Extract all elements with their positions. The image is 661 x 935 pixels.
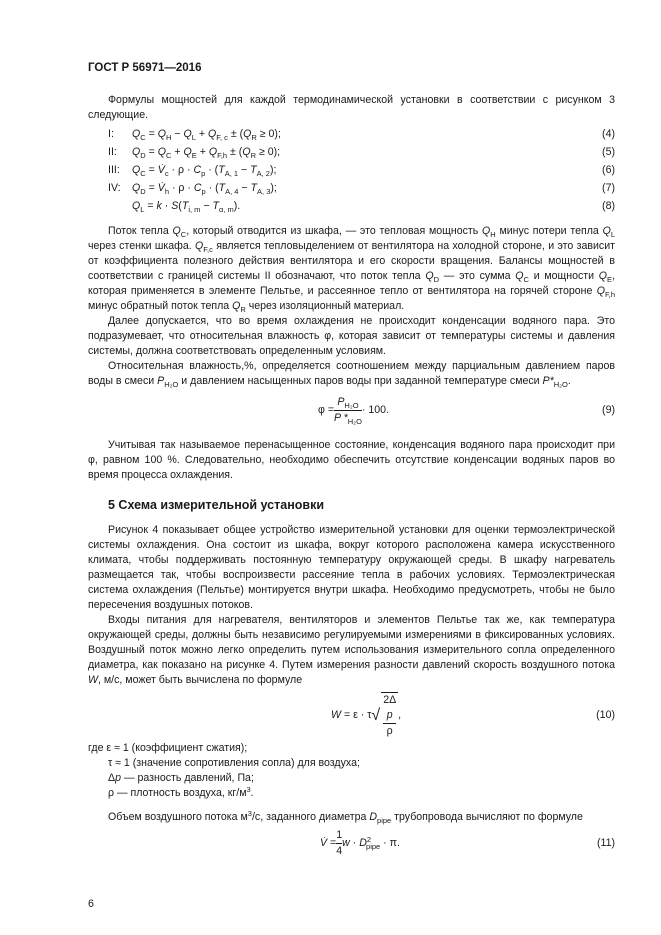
equation-body [132, 181, 277, 196]
math-symbol: $Q_C$ [132, 164, 146, 178]
math-symbol: $V̇_c$ [157, 164, 169, 178]
math-symbol: $Q_L$ [183, 128, 196, 142]
eq11-denominator: 4 [336, 845, 343, 857]
equation-11 [88, 828, 615, 859]
text-run: ± ( [227, 128, 244, 140]
text-run: Рисунок 4 показывает общее устройство измерительной установки для оценки термоэлектрической системы охлаждения. Она состоит из шкафа, вокруг которого расположена камера искусственного климата, чтобы поддерживать постоянную температуру окружающей среды. В шкафу нагреватель размещается так, чтобы воспроизвести рассеяние тепла в рабочих условиях. Термоэлектрическая система охлаждения (Пельтье) монтируется внутри шкафа. Необходимо предусмотреть, чтобы не было пересечения воздушных потоков. [88, 524, 615, 611]
equation-number: (8) [602, 200, 615, 212]
text-run: , м/с, может быть вычислена по формуле [98, 674, 303, 686]
text-run: − [200, 200, 213, 212]
math-symbol: $Q_H$ [482, 225, 496, 239]
math-symbol: $Q_D$ [425, 270, 439, 284]
page-number: 6 [88, 898, 94, 910]
text-run: ); [270, 182, 277, 194]
text-run: /с, заданного диаметра [251, 811, 370, 823]
where-item [88, 741, 615, 756]
math-symbol: $T_{A, 4}$ [218, 182, 239, 196]
text-run: и мощности [528, 270, 599, 282]
math-symbol: $Q_R$ [243, 128, 257, 142]
math-symbol: $Q_E$ [598, 270, 613, 284]
equation-body [132, 127, 281, 142]
text-run: — разность давлений, Па; [120, 772, 254, 784]
text-run: Учитывая так называемое перенасыщенное состояние, конденсация водяного пара происходит при φ, равном 100 %. Следовательно, необходимо обеспечить отсутствие конденсации водяных паров во время процесса охлаждения. [88, 439, 615, 481]
text-run: Далее допускается, что во время охлаждения не происходит конденсации водяного пара. Это подразумевает, что относительная влажность φ, которая зависит от температуры системы и давления системы, должна соответствовать определенным условиям. [88, 315, 615, 357]
text-run: + [171, 146, 184, 158]
where-item [88, 756, 615, 771]
math-symbol: $Q_E$ [183, 146, 197, 160]
math-symbol: 3 [246, 785, 251, 794]
text-run: + [196, 146, 209, 158]
math-symbol: $C_p$ [193, 164, 206, 178]
text-run: = ε · τ [341, 709, 372, 721]
eq9-fraction [334, 395, 362, 426]
text-run: = [144, 200, 157, 212]
eq10-lhs [331, 708, 371, 723]
text-run: . [567, 375, 571, 387]
math-symbol: W [331, 709, 341, 721]
text-run: ρ — плотность воздуха, кг/м [108, 787, 247, 799]
eq10-numerator [383, 693, 396, 723]
math-symbol: $Q_C$ [157, 146, 172, 160]
where-item [88, 771, 615, 786]
text-run: − [238, 182, 251, 194]
humidity-paragraph [88, 359, 615, 389]
equation-label: III: [108, 164, 120, 176]
text-run: · π. [380, 837, 400, 849]
text-run: + [195, 128, 208, 140]
text-run: − [171, 128, 184, 140]
text-run: · ρ · [169, 182, 194, 194]
eq9-denominator [334, 410, 362, 426]
math-symbol: S [171, 200, 179, 212]
equation-label: IV: [108, 182, 121, 194]
text-run: ≥ 0); [256, 146, 281, 158]
math-symbol: $Q_L$ [602, 225, 615, 239]
equation-8 [88, 198, 615, 216]
intro-paragraph [88, 93, 615, 123]
text-run: · [349, 837, 360, 849]
text-run: τ ≈ 1 (значение сопротивления сопла) для воздуха; [108, 757, 360, 769]
equation-body [132, 145, 280, 160]
eq11-tail [342, 836, 400, 851]
math-symbol: $Q_H$ [157, 128, 172, 142]
text-run: является тепловыделением от вентилятора на холодной стороне, и это зависит от коэффициента полезного действия вентилятора и его скорости вращения. Балансы мощностей в соответствии с границей системы II обозначают, что поток тепла [88, 240, 615, 282]
math-symbol: $Q_R$ [242, 146, 257, 160]
eq10-denominator: ρ [383, 723, 396, 739]
power-inputs-paragraph [88, 613, 615, 688]
eq11-lhs [320, 836, 336, 851]
equation-label: I: [108, 128, 114, 140]
text-run: через изоляционный материал. [245, 300, 405, 312]
text-run: ( [178, 200, 182, 212]
equation-4 [88, 126, 615, 144]
text-run: через стенки шкафа. [88, 240, 196, 252]
condensation-paragraph [88, 314, 615, 359]
math-symbol: $Q_D$ [132, 182, 146, 196]
text-run: Относительная влажность,%, определяется соотношением между парциальным давлением паров воды в смеси [88, 360, 615, 387]
math-symbol: $Q_{F,c}$ [195, 240, 213, 254]
math-symbol: $C_p$ [193, 182, 206, 196]
math-symbol: $P_{H_2O}$ [337, 396, 359, 410]
math-symbol: $T_{\alpha, m}$ [212, 200, 234, 214]
text-run: . [250, 787, 254, 799]
power-equations [88, 126, 615, 216]
equation-number: (5) [602, 146, 615, 158]
math-symbol: P $*_{H_2O}$ [334, 412, 362, 426]
text-run: Формулы мощностей для каждой термодинамической установки в соответствии с рисунком 3 следующие. [88, 94, 615, 121]
text-run: , который отводится из шкафа, — это тепловая мощность [186, 225, 483, 237]
figure4-paragraph [88, 523, 615, 613]
where-item [88, 786, 615, 801]
text-run: · ( [205, 164, 219, 176]
text-run: · ( [205, 182, 219, 194]
math-symbol: p [386, 709, 393, 721]
text-run: — это сумма [439, 270, 516, 282]
text-run: ± ( [227, 146, 243, 158]
text-run: = [145, 182, 158, 194]
section-heading: 5 Схема измерительной установки [108, 498, 325, 512]
supersaturation-paragraph [88, 438, 615, 483]
text-run: трубопровода вычисляют по формуле [391, 811, 583, 823]
math-symbol: $Q_{F,h}$ [208, 146, 228, 160]
text-run: Входы питания для нагревателя, вентиляторов и элементов Пельтье так же, как температура окружающей среды, должны быть независимо регулируемыми измерениями в фиксированных условиях. Воздушный поток можно легко определить путем использования измерительного сопла определенного диаметра, как показано на рисунке 4. Путем измерения разности давлений скорость воздушного потока [88, 614, 615, 671]
equation-number: (6) [602, 164, 615, 176]
eq9-tail: · 100. [361, 404, 390, 416]
equation-label: II: [108, 146, 117, 158]
math-symbol: $Q_C$ [515, 270, 529, 284]
text-run: ). [233, 200, 241, 212]
math-symbol: $P*_{H_2O}$ [542, 375, 568, 389]
equation-body [132, 163, 276, 178]
equation-number: (7) [602, 182, 615, 194]
math-symbol: $Q_{F, c}$ [208, 128, 228, 142]
math-symbol: $P_{H_2O}$ [157, 375, 179, 389]
eq10-radicand [381, 692, 398, 739]
equation-number: (4) [602, 128, 615, 140]
equation-5 [88, 144, 615, 162]
math-symbol: $T_{A, 3}$ [250, 182, 271, 196]
text-run: − [238, 164, 251, 176]
text-run: минус потери тепла [495, 225, 603, 237]
text-run: · ρ · [168, 164, 194, 176]
equation-body [132, 199, 240, 214]
text-run: минус обратный поток тепла [88, 300, 233, 312]
heat-flow-paragraph [88, 224, 615, 314]
math-symbol: k [156, 200, 162, 212]
equation-9 [88, 395, 615, 426]
math-symbol: W [88, 674, 98, 686]
text-run: ); [269, 164, 277, 176]
equation-number: (10) [596, 708, 615, 721]
text-run: Δ [108, 772, 116, 784]
text-run: = [145, 146, 158, 158]
text-run: = [327, 837, 337, 849]
equation-10 [88, 692, 615, 739]
math-symbol: $Q_{F,h}$ [596, 285, 615, 299]
document-header: ГОСТ Р 56971—2016 [88, 62, 202, 74]
text-run: , которая применяется в элементе Пельтье, и рассеянное тепло от вентилятора на горячей стороне [88, 270, 616, 297]
text-run: ≥ 0); [256, 128, 281, 140]
text-run: = [145, 164, 158, 176]
math-symbol: $Q_D$ [132, 146, 146, 160]
equation-6 [88, 162, 615, 180]
math-symbol: $Q_C$ [172, 225, 187, 239]
eq11-numerator: 1 [336, 829, 343, 841]
text-run: · [161, 200, 172, 212]
text-run: = [145, 128, 158, 140]
math-symbol: $T_{A, 2}$ [250, 164, 270, 178]
eq10-tail: , [398, 709, 402, 721]
math-symbol: $V̇_h$ [157, 182, 169, 196]
sqrt-icon: √ [371, 706, 381, 724]
text-run: 2Δ [383, 694, 397, 706]
equation-number: (11) [596, 836, 615, 849]
volume-paragraph [88, 810, 615, 825]
math-symbol: $Q_C$ [132, 128, 146, 142]
math-symbol: V̇ [320, 837, 328, 849]
math-symbol: $D_{pipe}$ [369, 811, 392, 825]
eq9-lhs: φ = [318, 404, 334, 416]
math-symbol: $T_{A, 1}$ [218, 164, 239, 178]
where-list [88, 741, 615, 801]
text-run: Поток тепла [108, 225, 173, 237]
math-symbol: $D^2_{pipe}$ [359, 835, 381, 851]
math-symbol: $T_{i, m}$ [181, 200, 201, 214]
text-run: Объем воздушного потока м [108, 811, 248, 823]
text-run: и давлением насыщенных паров воды при заданной температуре смеси [178, 375, 543, 387]
eq9-numerator [334, 395, 362, 410]
math-symbol: $Q_R$ [232, 300, 246, 314]
text-run: где ε ≈ 1 (коэффициент сжатия); [88, 742, 248, 754]
equation-number: (9) [602, 403, 615, 416]
equation-7 [88, 180, 615, 198]
math-symbol: 3 [247, 809, 252, 818]
math-symbol: $Q_L$ [132, 200, 145, 214]
math-symbol: p [115, 772, 121, 784]
math-symbol: w [342, 837, 350, 849]
